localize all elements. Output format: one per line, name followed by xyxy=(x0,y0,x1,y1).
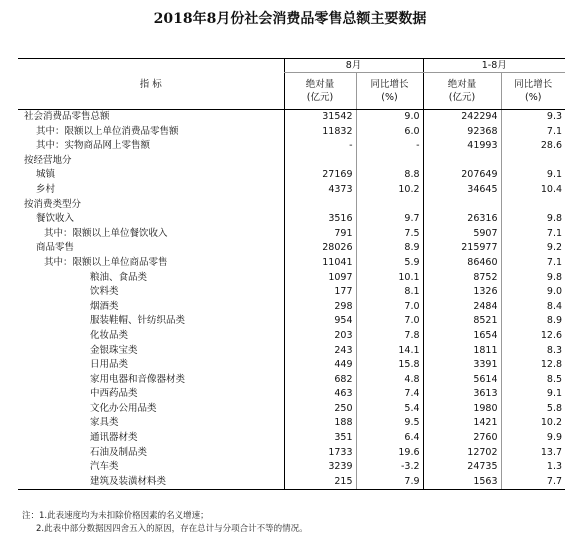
ytd-absolute: 1421 xyxy=(423,416,501,431)
row-label: 家具类 xyxy=(90,417,119,429)
row-label: 饮料类 xyxy=(90,286,119,298)
table-row xyxy=(18,183,565,198)
table-row xyxy=(18,110,565,125)
row-label: 化妆品类 xyxy=(90,329,129,341)
month-absolute: 3239 xyxy=(284,460,356,475)
ytd-absolute: 8521 xyxy=(423,314,501,329)
table-row xyxy=(18,227,565,242)
ytd-growth: 8.5 xyxy=(501,373,565,388)
row-label: 按消费类型分 xyxy=(24,198,82,210)
month-growth: 8.8 xyxy=(356,168,423,183)
month-absolute: 954 xyxy=(284,314,356,329)
row-label: 其中：限额以上单位消费品零售额 xyxy=(36,125,179,137)
month-growth: 5.9 xyxy=(356,256,423,271)
ytd-growth: 7.7 xyxy=(501,475,565,490)
table-row xyxy=(18,329,565,344)
ytd-absolute: 1980 xyxy=(423,402,501,417)
ytd-absolute: 242294 xyxy=(423,110,501,125)
table-row xyxy=(18,285,565,300)
ytd-absolute: 92368 xyxy=(423,125,501,140)
row-label: 石油及制品类 xyxy=(90,446,148,458)
row-label: 其中：限额以上单位餐饮收入 xyxy=(44,227,168,239)
row-label: 粮油、食品类 xyxy=(90,271,148,283)
month-growth: 4.8 xyxy=(356,373,423,388)
ytd-absolute: 5907 xyxy=(423,227,501,242)
ytd-growth: 28.6 xyxy=(501,139,565,154)
ytd-absolute: 12702 xyxy=(423,446,501,461)
header-month-abs: 绝对量 (亿元) xyxy=(284,73,356,110)
month-absolute: 27169 xyxy=(284,168,356,183)
row-label: 通讯器材类 xyxy=(90,432,138,444)
ytd-absolute: 2484 xyxy=(423,300,501,315)
month-growth: 14.1 xyxy=(356,344,423,359)
header-month-growth: 同比增长 (%) xyxy=(356,73,423,110)
ytd-growth xyxy=(501,154,565,169)
row-label: 社会消费品零售总额 xyxy=(24,111,110,122)
table-row xyxy=(18,212,565,227)
row-label: 餐饮收入 xyxy=(36,213,75,225)
ytd-absolute: 34645 xyxy=(423,183,501,198)
month-growth xyxy=(356,154,423,169)
table-row xyxy=(18,373,565,388)
ytd-growth: 13.7 xyxy=(501,446,565,461)
month-absolute: 28026 xyxy=(284,241,356,256)
month-growth: 7.0 xyxy=(356,314,423,329)
month-growth: - xyxy=(356,139,423,154)
ytd-growth xyxy=(501,198,565,213)
month-growth: 7.0 xyxy=(356,300,423,315)
month-growth: 7.4 xyxy=(356,387,423,402)
retail-sales-table xyxy=(18,58,565,490)
footnote-2: 2.此表中部分数据因四舍五入的原因，存在总计与分项合计不等的情况。 xyxy=(36,524,308,534)
month-growth: 10.2 xyxy=(356,183,423,198)
table-row xyxy=(18,460,565,475)
row-label: 乡村 xyxy=(36,183,56,195)
month-growth: 9.7 xyxy=(356,212,423,227)
row-label: 服装鞋帽、针纺织品类 xyxy=(90,315,186,327)
ytd-growth: 9.1 xyxy=(501,387,565,402)
month-growth: 7.9 xyxy=(356,475,423,490)
month-absolute xyxy=(284,154,356,169)
ytd-growth: 9.0 xyxy=(501,285,565,300)
month-growth: 9.5 xyxy=(356,416,423,431)
table-row xyxy=(18,154,565,169)
ytd-absolute: 1326 xyxy=(423,285,501,300)
month-absolute: 203 xyxy=(284,329,356,344)
month-growth: -3.2 xyxy=(356,460,423,475)
row-label: 城镇 xyxy=(36,169,56,181)
month-absolute: 298 xyxy=(284,300,356,315)
table-row xyxy=(18,344,565,359)
ytd-growth: 10.4 xyxy=(501,183,565,198)
table-row xyxy=(18,139,565,154)
ytd-growth: 5.8 xyxy=(501,402,565,417)
row-label: 中西药品类 xyxy=(90,388,138,400)
row-label: 汽车类 xyxy=(90,461,119,473)
ytd-absolute: 1654 xyxy=(423,329,501,344)
month-absolute: 4373 xyxy=(284,183,356,198)
ytd-absolute: 1563 xyxy=(423,475,501,490)
table-row xyxy=(18,314,565,329)
table-row xyxy=(18,387,565,402)
row-label: 其中：实物商品网上零售额 xyxy=(36,140,151,152)
row-label: 金银珠宝类 xyxy=(90,344,138,356)
table-row xyxy=(18,431,565,446)
ytd-absolute: 2760 xyxy=(423,431,501,446)
footnotes xyxy=(22,510,308,536)
ytd-absolute: 24735 xyxy=(423,460,501,475)
ytd-absolute: 86460 xyxy=(423,256,501,271)
ytd-growth: 8.4 xyxy=(501,300,565,315)
month-growth: 6.4 xyxy=(356,431,423,446)
ytd-absolute: 207649 xyxy=(423,168,501,183)
month-absolute: 682 xyxy=(284,373,356,388)
ytd-absolute: 3613 xyxy=(423,387,501,402)
month-growth: 7.5 xyxy=(356,227,423,242)
table-row xyxy=(18,402,565,417)
ytd-growth: 12.8 xyxy=(501,358,565,373)
month-absolute: 31542 xyxy=(284,110,356,125)
month-absolute: 463 xyxy=(284,387,356,402)
month-absolute xyxy=(284,198,356,213)
header-row-periods xyxy=(18,59,565,73)
footnote-1: 注：1.此表速度均为未扣除价格因素的名义增速； xyxy=(22,511,209,521)
header-period-month: 8月 xyxy=(284,59,423,73)
month-growth xyxy=(356,198,423,213)
month-absolute: - xyxy=(284,139,356,154)
month-growth: 8.1 xyxy=(356,285,423,300)
row-label: 日用品类 xyxy=(90,359,129,371)
table-row xyxy=(18,256,565,271)
ytd-growth: 9.3 xyxy=(501,110,565,125)
month-absolute: 3516 xyxy=(284,212,356,227)
ytd-growth: 9.8 xyxy=(501,271,565,286)
table-row xyxy=(18,416,565,431)
ytd-growth: 7.1 xyxy=(501,256,565,271)
month-absolute: 1733 xyxy=(284,446,356,461)
ytd-growth: 9.2 xyxy=(501,241,565,256)
ytd-growth: 10.2 xyxy=(501,416,565,431)
month-growth: 6.0 xyxy=(356,125,423,140)
table-row xyxy=(18,198,565,213)
ytd-absolute: 41993 xyxy=(423,139,501,154)
ytd-absolute: 26316 xyxy=(423,212,501,227)
month-growth: 8.9 xyxy=(356,241,423,256)
ytd-growth: 8.3 xyxy=(501,344,565,359)
ytd-growth: 12.6 xyxy=(501,329,565,344)
table-row xyxy=(18,300,565,315)
ytd-growth: 1.3 xyxy=(501,460,565,475)
month-absolute: 11832 xyxy=(284,125,356,140)
ytd-growth: 7.1 xyxy=(501,125,565,140)
ytd-growth: 8.9 xyxy=(501,314,565,329)
row-label: 家用电器和音像器材类 xyxy=(90,373,186,385)
row-label: 烟酒类 xyxy=(90,300,119,312)
row-label: 其中：限额以上单位商品零售 xyxy=(44,256,168,268)
month-absolute: 243 xyxy=(284,344,356,359)
month-growth: 15.8 xyxy=(356,358,423,373)
ytd-growth: 9.9 xyxy=(501,431,565,446)
row-label: 建筑及装潢材料类 xyxy=(18,475,284,490)
ytd-absolute xyxy=(423,154,501,169)
ytd-absolute: 1811 xyxy=(423,344,501,359)
ytd-absolute: 215977 xyxy=(423,241,501,256)
ytd-growth: 9.8 xyxy=(501,212,565,227)
row-label: 按经营地分 xyxy=(24,154,72,166)
month-absolute: 177 xyxy=(284,285,356,300)
month-absolute: 250 xyxy=(284,402,356,417)
table-row xyxy=(18,168,565,183)
header-ytd-abs: 绝对量 (亿元) xyxy=(423,73,501,110)
row-label: 文化办公用品类 xyxy=(90,402,157,414)
month-growth: 7.8 xyxy=(356,329,423,344)
month-growth: 5.4 xyxy=(356,402,423,417)
month-growth: 10.1 xyxy=(356,271,423,286)
table-row xyxy=(18,125,565,140)
month-absolute: 215 xyxy=(284,475,356,490)
ytd-growth: 9.1 xyxy=(501,168,565,183)
header-ytd-growth: 同比增长 (%) xyxy=(501,73,565,110)
month-growth: 19.6 xyxy=(356,446,423,461)
month-absolute: 351 xyxy=(284,431,356,446)
month-absolute: 449 xyxy=(284,358,356,373)
table-row xyxy=(18,271,565,286)
header-period-ytd: 1-8月 xyxy=(423,59,565,73)
month-absolute: 791 xyxy=(284,227,356,242)
table-row xyxy=(18,241,565,256)
ytd-absolute: 8752 xyxy=(423,271,501,286)
table-row xyxy=(18,358,565,373)
table-row xyxy=(18,446,565,461)
ytd-growth: 7.1 xyxy=(501,227,565,242)
page-title: 2018年8月份社会消费品零售总额主要数据 xyxy=(153,11,427,27)
ytd-absolute xyxy=(423,198,501,213)
month-absolute: 188 xyxy=(284,416,356,431)
ytd-absolute: 3391 xyxy=(423,358,501,373)
header-indicator: 指 标 xyxy=(18,59,284,110)
month-growth: 9.0 xyxy=(356,110,423,125)
month-absolute: 1097 xyxy=(284,271,356,286)
table-row xyxy=(18,475,565,490)
row-label: 商品零售 xyxy=(36,242,75,254)
ytd-absolute: 5614 xyxy=(423,373,501,388)
month-absolute: 11041 xyxy=(284,256,356,271)
